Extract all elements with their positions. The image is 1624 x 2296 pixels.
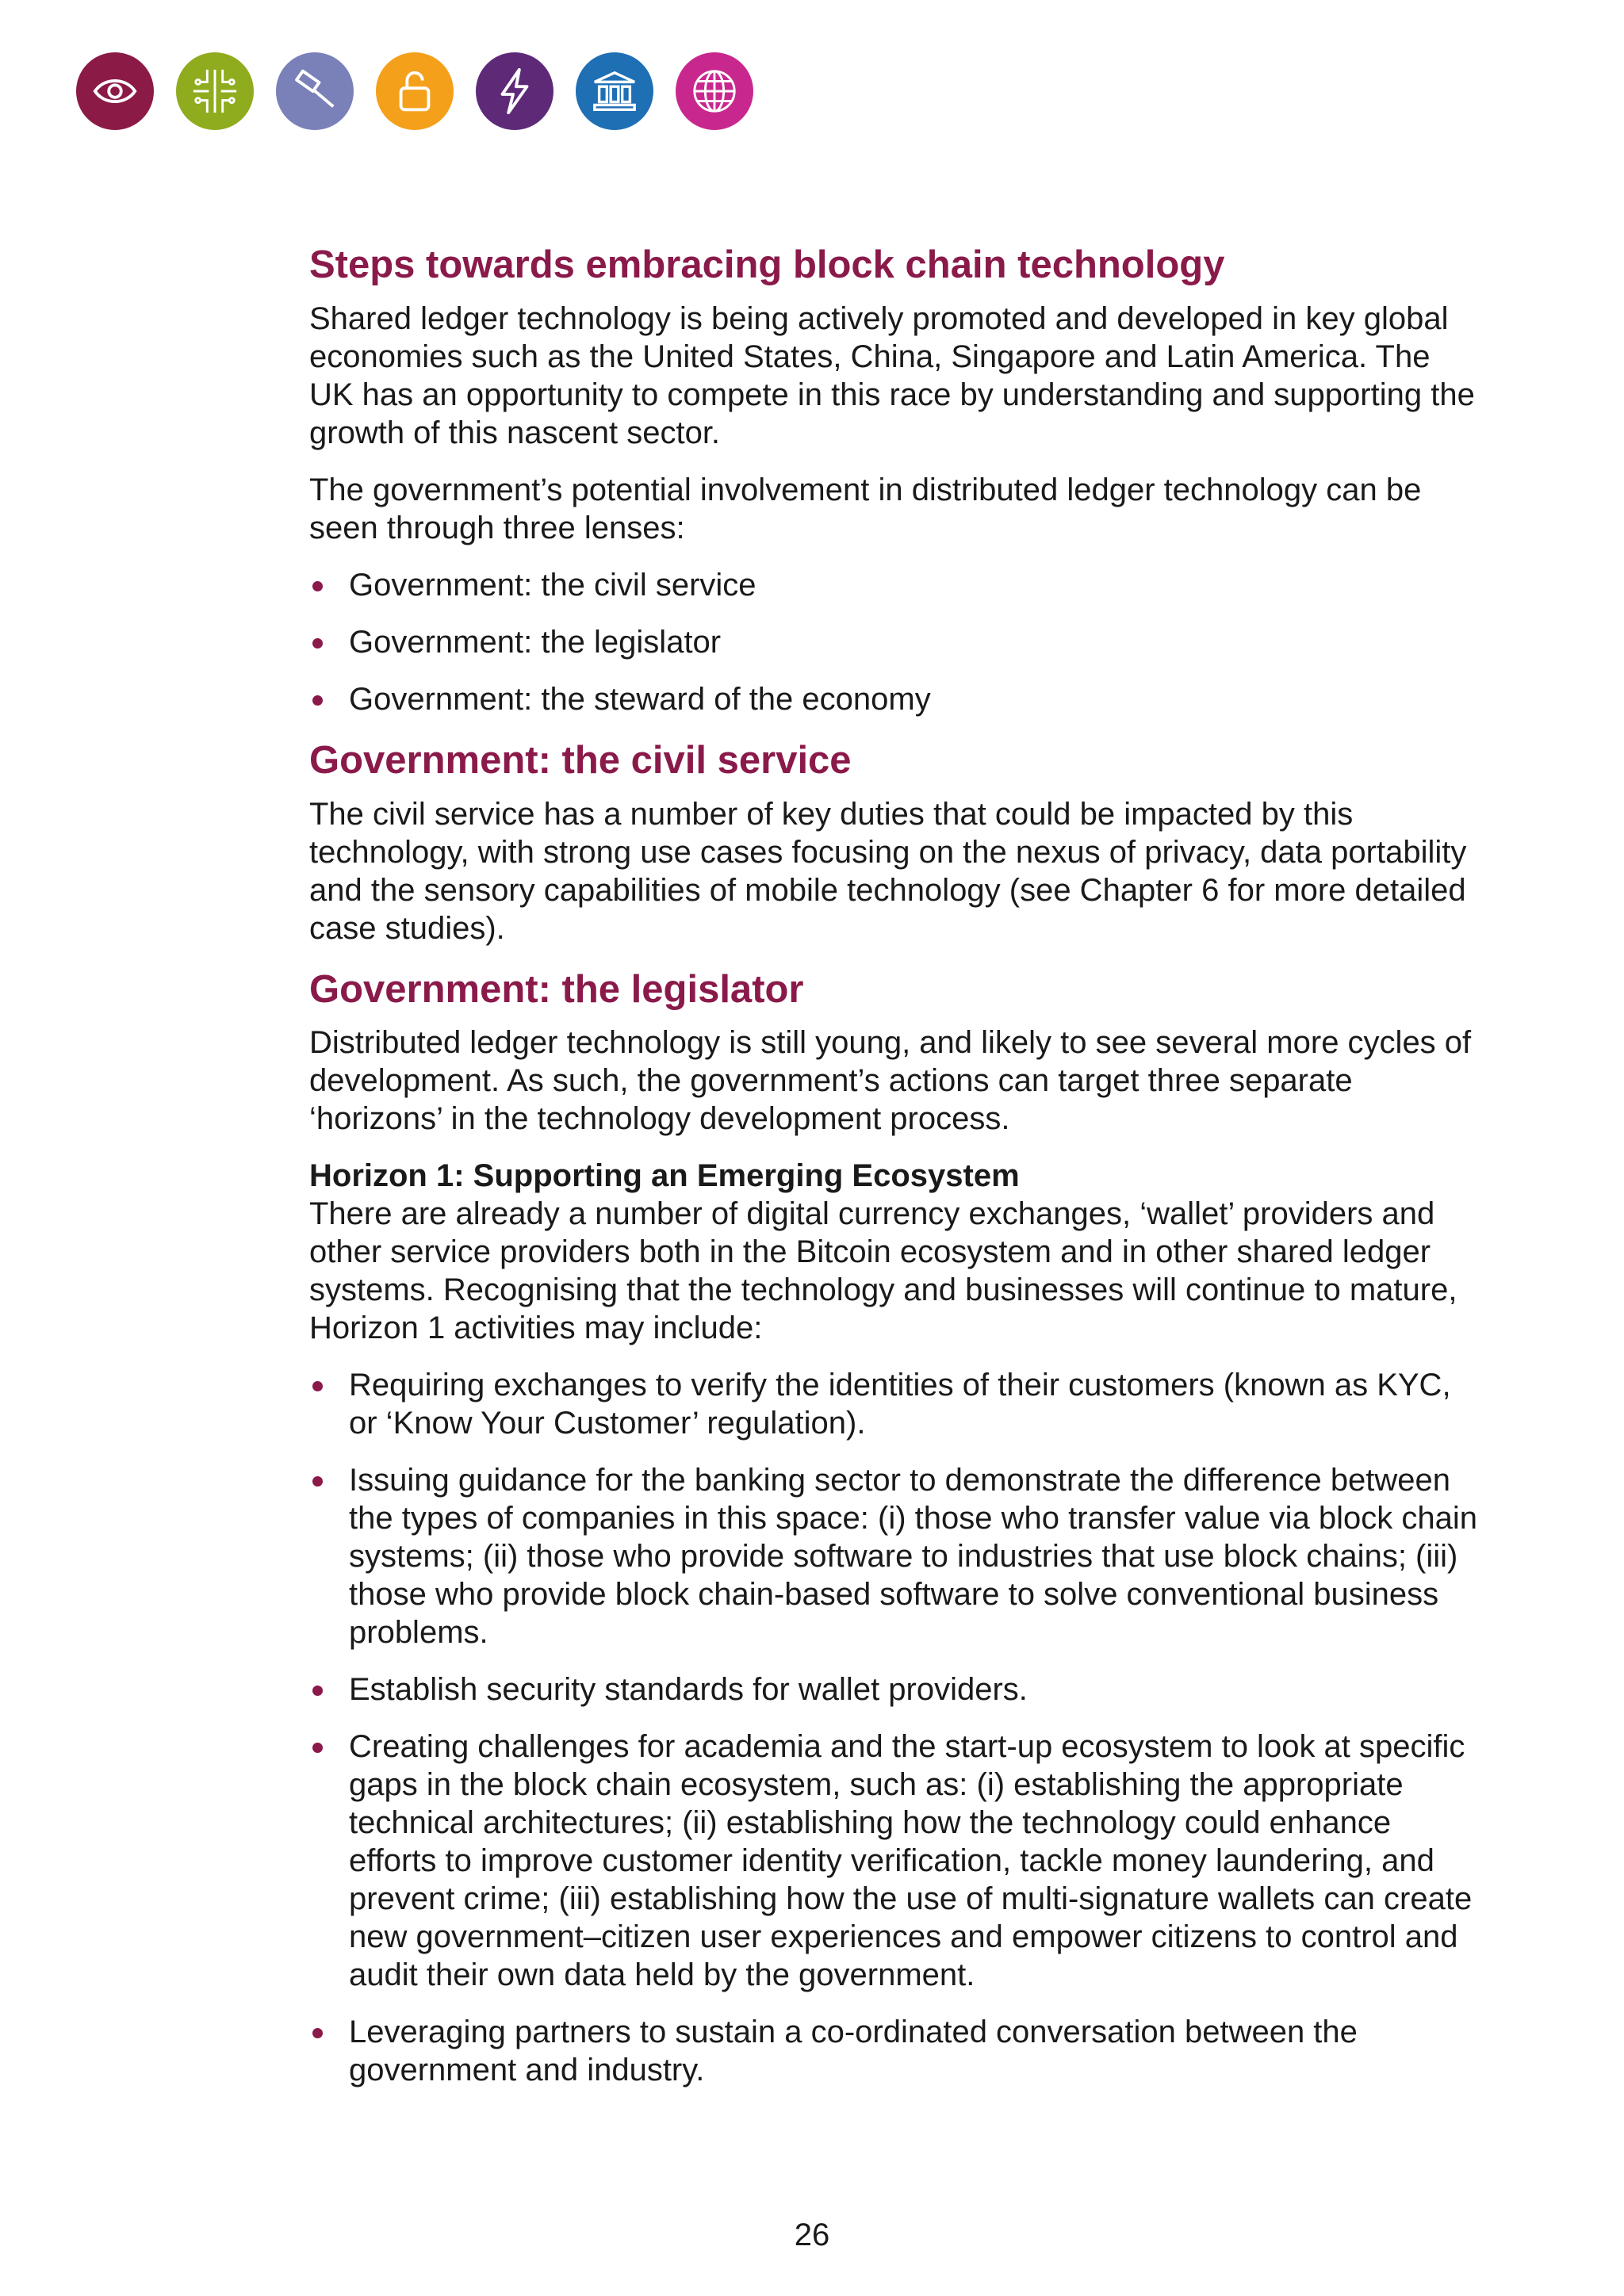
page-content [309,242,1483,2108]
globe-icon [676,52,753,130]
legislator-paragraph: Distributed ledger technology is still young, and likely to see several more cycles of development. As such, the government’s actions can target three separate ‘horizons’ in the technology development process. [309,1025,1472,1137]
heading-steps: Steps towards embracing block chain technology [309,243,1225,286]
page-number: 26 [794,2218,830,2252]
steps-paragraph-2: The government’s potential involvement in distributed ledger technology can be seen through three lenses: [309,472,1422,545]
list-item: Government: the steward of the economy [309,680,1483,718]
horizon-1-paragraph: There are already a number of digital currency exchanges, ‘wallet’ providers and other service providers both in the Bitcoin ecosystem and in other shared ledger systems. Recognising that the technology and businesses will continue to mature, Horizon 1 activities may include: [309,1196,1457,1346]
civil-paragraph: The civil service has a number of key duties that could be impacted by this technology, with strong use cases focusing on the nexus of privacy, data portability and the sensory capabilities of mobile technology (see Chapter 6 for more detailed case studies). [309,796,1467,946]
list-item: Establish security standards for wallet providers. [309,1670,1483,1709]
list-item: Creating challenges for academia and the start-up ecosystem to look at specific gaps in the block chain ecosystem, such as: (i) establishing the appropriate technical architectures; (ii) establishing how the technology could enhance efforts to improve customer identity verification, tackle money laundering, and prevent crime; (iii) establishing how the use of multi-signature wallets can create new government–citizen user experiences and empower citizens to control and audit their own data held by the government. [309,1728,1483,1994]
circuit-icon [176,52,254,130]
lightning-icon [476,52,553,130]
padlock-icon [376,52,454,130]
heading-legislator: Government: the legislator [309,967,804,1011]
list-item: Issuing guidance for the banking sector to demonstrate the difference between the types of companies in this space: (i) those who transfer value via block chain systems; (ii) those who provide software to industries that use block chains; (iii) those who provide block chain-based software to solve conventional business problems. [309,1461,1483,1651]
list-item: Government: the legislator [309,623,1483,661]
heading-civil-service: Government: the civil service [309,738,852,782]
theme-icon-row [76,52,753,130]
gavel-icon [276,52,354,130]
list-item: Leveraging partners to sustain a co-ordinated conversation between the government and industry. [309,2013,1483,2089]
horizon-1-activities-list [309,1366,1483,2089]
list-item: Requiring exchanges to verify the identities of their customers (known as KYC, or ‘Know Your Customer’ regulation). [309,1366,1483,1442]
eye-icon [76,52,154,130]
lenses-list [309,566,1483,718]
list-item: Government: the civil service [309,566,1483,604]
horizon-1-subheading: Horizon 1: Supporting an Emerging Ecosystem [309,1158,1020,1194]
bank-icon [576,52,653,130]
steps-paragraph-1: Shared ledger technology is being actively promoted and developed in key global economies such as the United States, China, Singapore and Latin America. The UK has an opportunity to compete in this race by understanding and supporting the growth of this nascent sector. [309,300,1475,450]
